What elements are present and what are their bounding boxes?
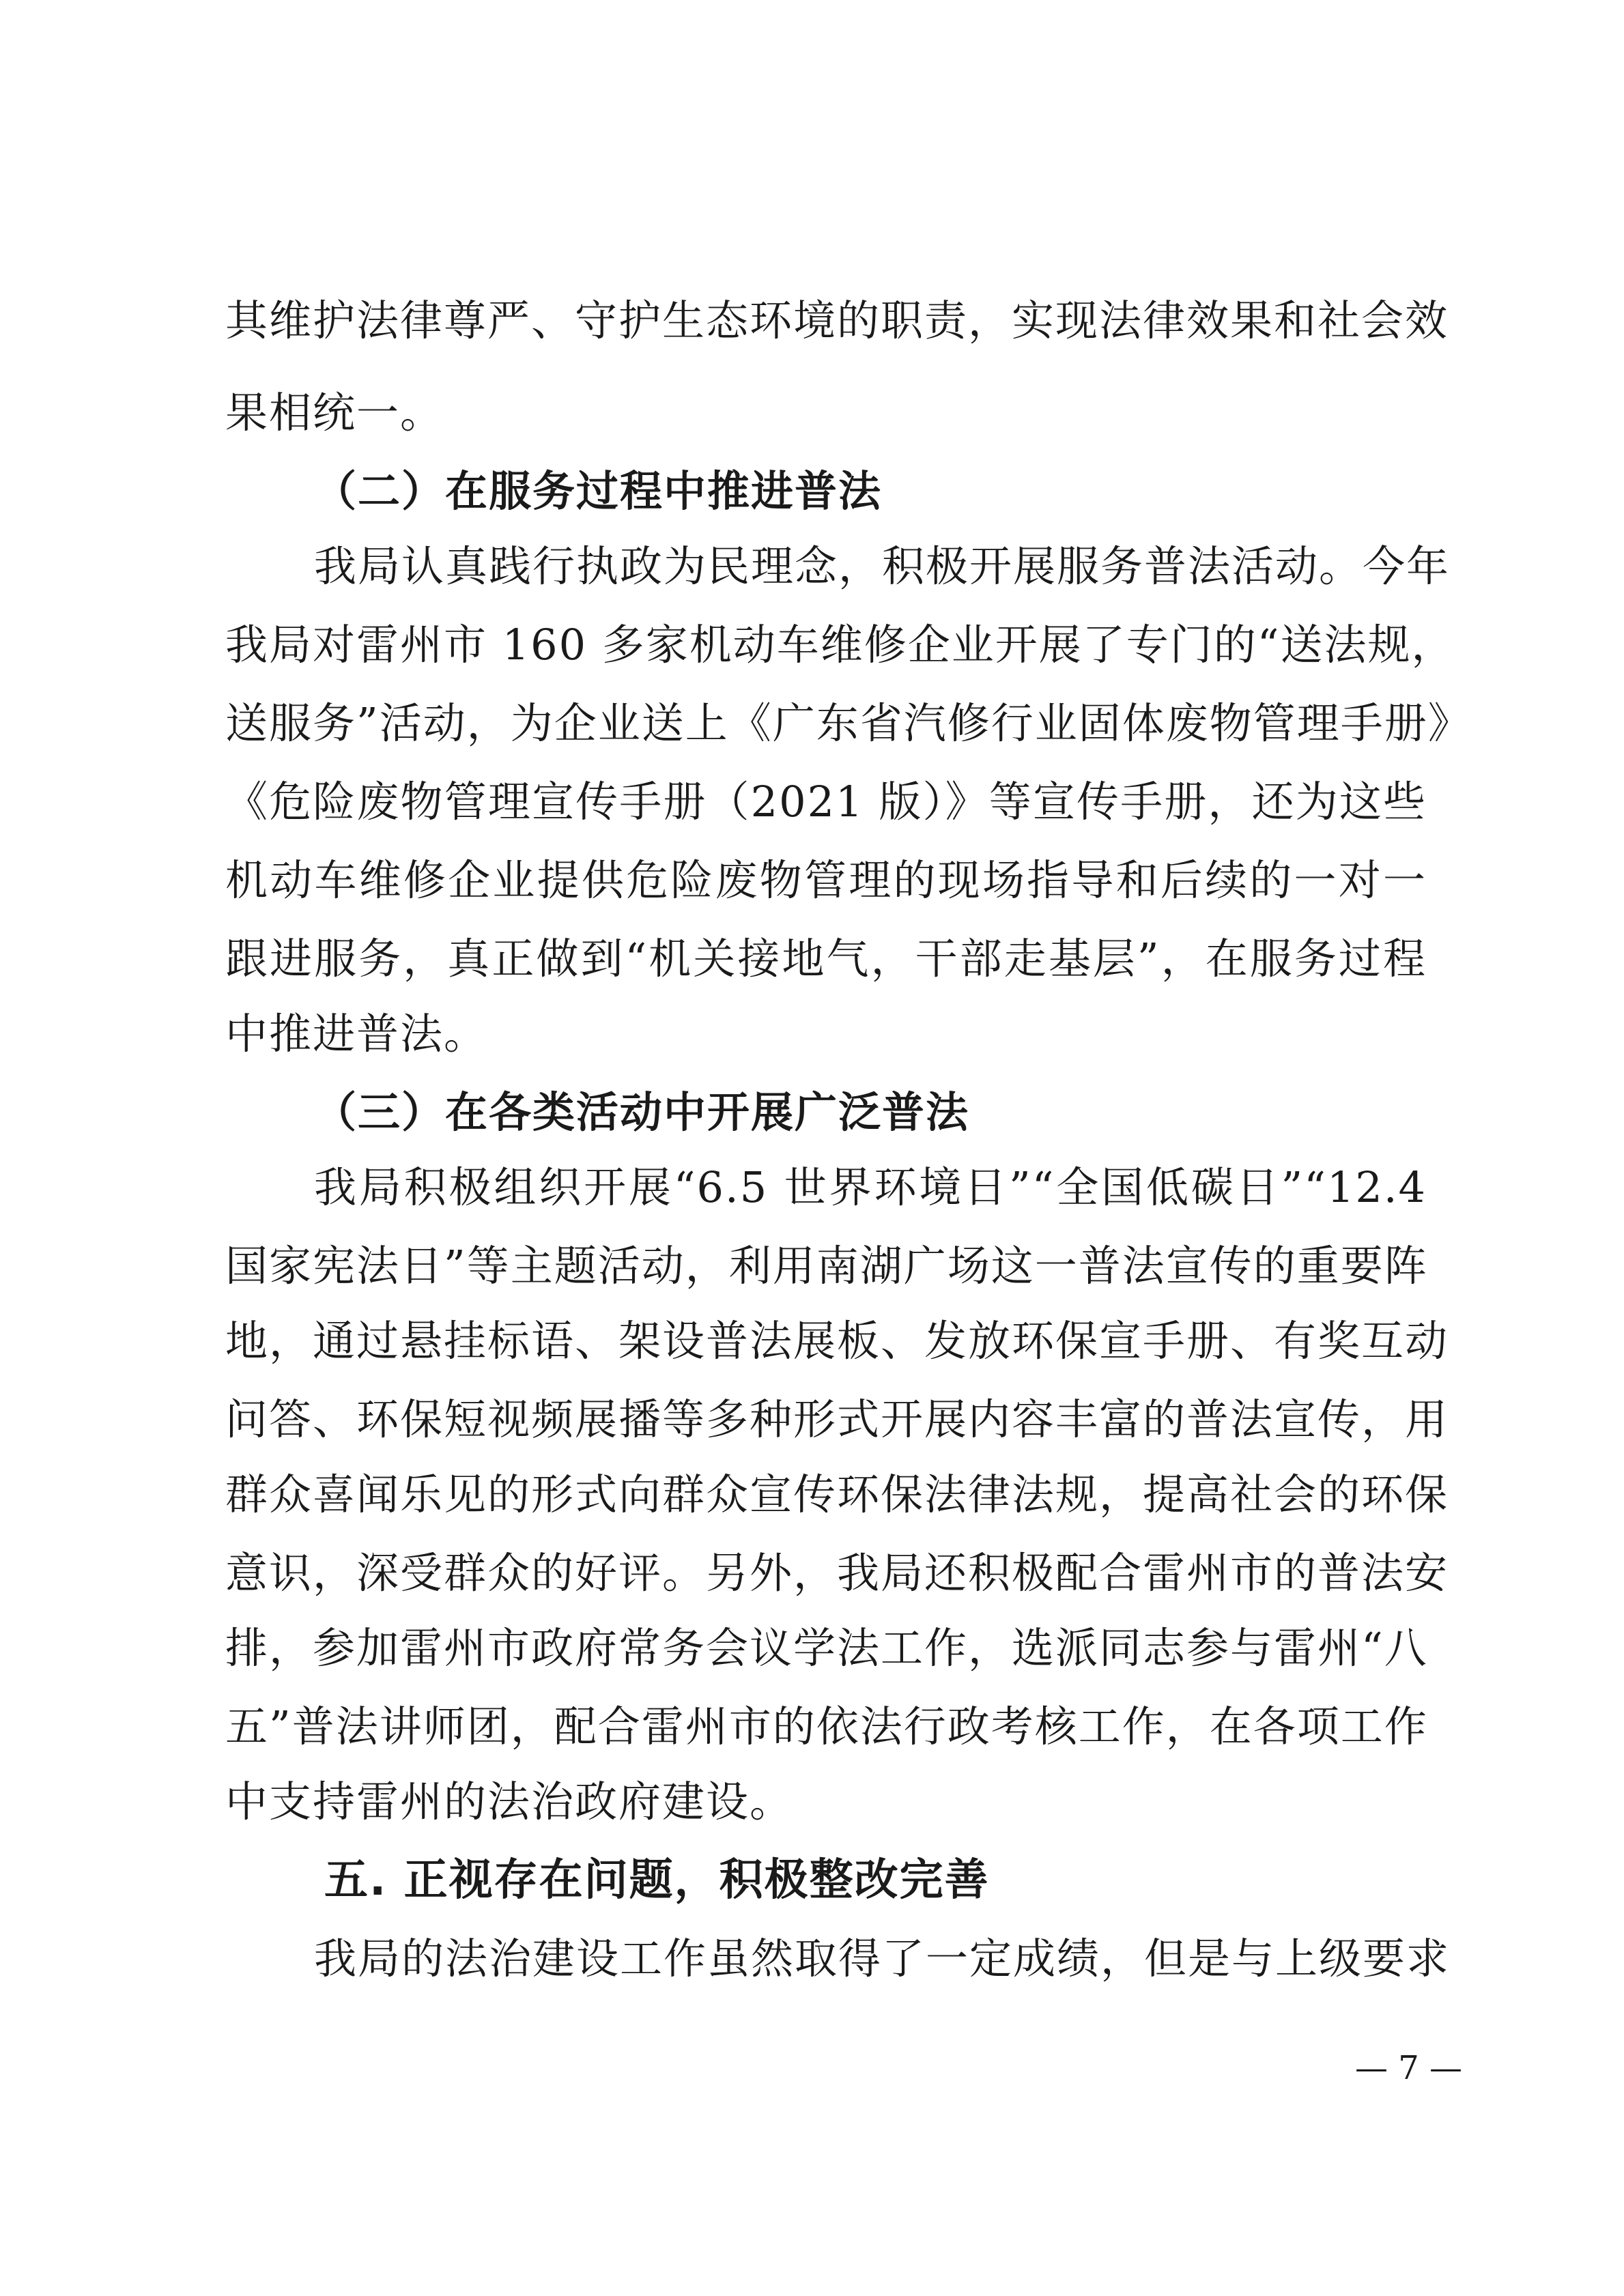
paragraph-2-line-2: 我局对雷州市 160 多家机动车维修企业开展了专门的“送法规， [225,620,1455,670]
paragraph-1-line-2: 果相统一。 [225,388,444,437]
paragraph-3-line-7: 排，参加雷州市政府常务会议学法工作，选派同志参与雷州“八 [225,1623,1428,1673]
paragraph-3-line-1: 我局积极组织开展“6.5 世界环境日”“全国低碳日”“12.4 [314,1162,1427,1212]
paragraph-3-line-3: 地，通过悬挂标语、架设普法展板、发放环保宣手册、有奖互动 [225,1316,1449,1366]
subheading-2: （二）在服务过程中推进普法 [314,466,883,516]
paragraph-3-line-4: 问答、环保短视频展播等多种形式开展内容丰富的普法宣传，用 [225,1394,1449,1444]
paragraph-3-line-8: 五”普法讲师团，配合雷州市的依法行政考核工作，在各项工作 [225,1702,1428,1751]
paragraph-1-line-1: 其维护法律尊严、守护生态环境的职责，实现法律效果和社会效 [225,296,1449,345]
page-number: — 7 — [1355,2049,1463,2087]
paragraph-2-line-6: 跟进服务，真正做到“机关接地气，干部走基层”，在服务过程 [225,934,1427,984]
paragraph-2-line-4: 《危险废物管理宣传手册（2021 版）》等宣传手册，还为这些 [225,777,1427,827]
paragraph-3-line-9: 中支持雷州的法治政府建设。 [225,1777,794,1826]
paragraph-2-line-3: 送服务”活动，为企业送上《广东省汽修行业固体废物管理手册》 [225,698,1472,748]
subheading-3: （三）在各类活动中开展广泛普法 [314,1087,970,1137]
paragraph-4-line-1: 我局的法治建设工作虽然取得了一定成绩，但是与上级要求 [314,1934,1451,1983]
paragraph-3-line-6: 意识，深受群众的好评。另外，我局还积极配合雷州市的普法安 [225,1548,1449,1598]
paragraph-2-line-1: 我局认真践行执政为民理念，积极开展服务普法活动。今年 [314,541,1451,591]
paragraph-2-line-7: 中推进普法。 [225,1009,488,1059]
paragraph-3-line-2: 国家宪法日”等主题活动，利用南湖广场这一普法宣传的重要阵 [225,1241,1428,1291]
paragraph-2-line-5: 机动车维修企业提供危险废物管理的现场指导和后续的一对一 [225,855,1427,905]
paragraph-3-line-5: 群众喜闻乐见的形式向群众宣传环保法律法规，提高社会的环保 [225,1469,1449,1519]
section-5-heading: 五. 正视存在问题，积极整改完善 [324,1855,990,1906]
